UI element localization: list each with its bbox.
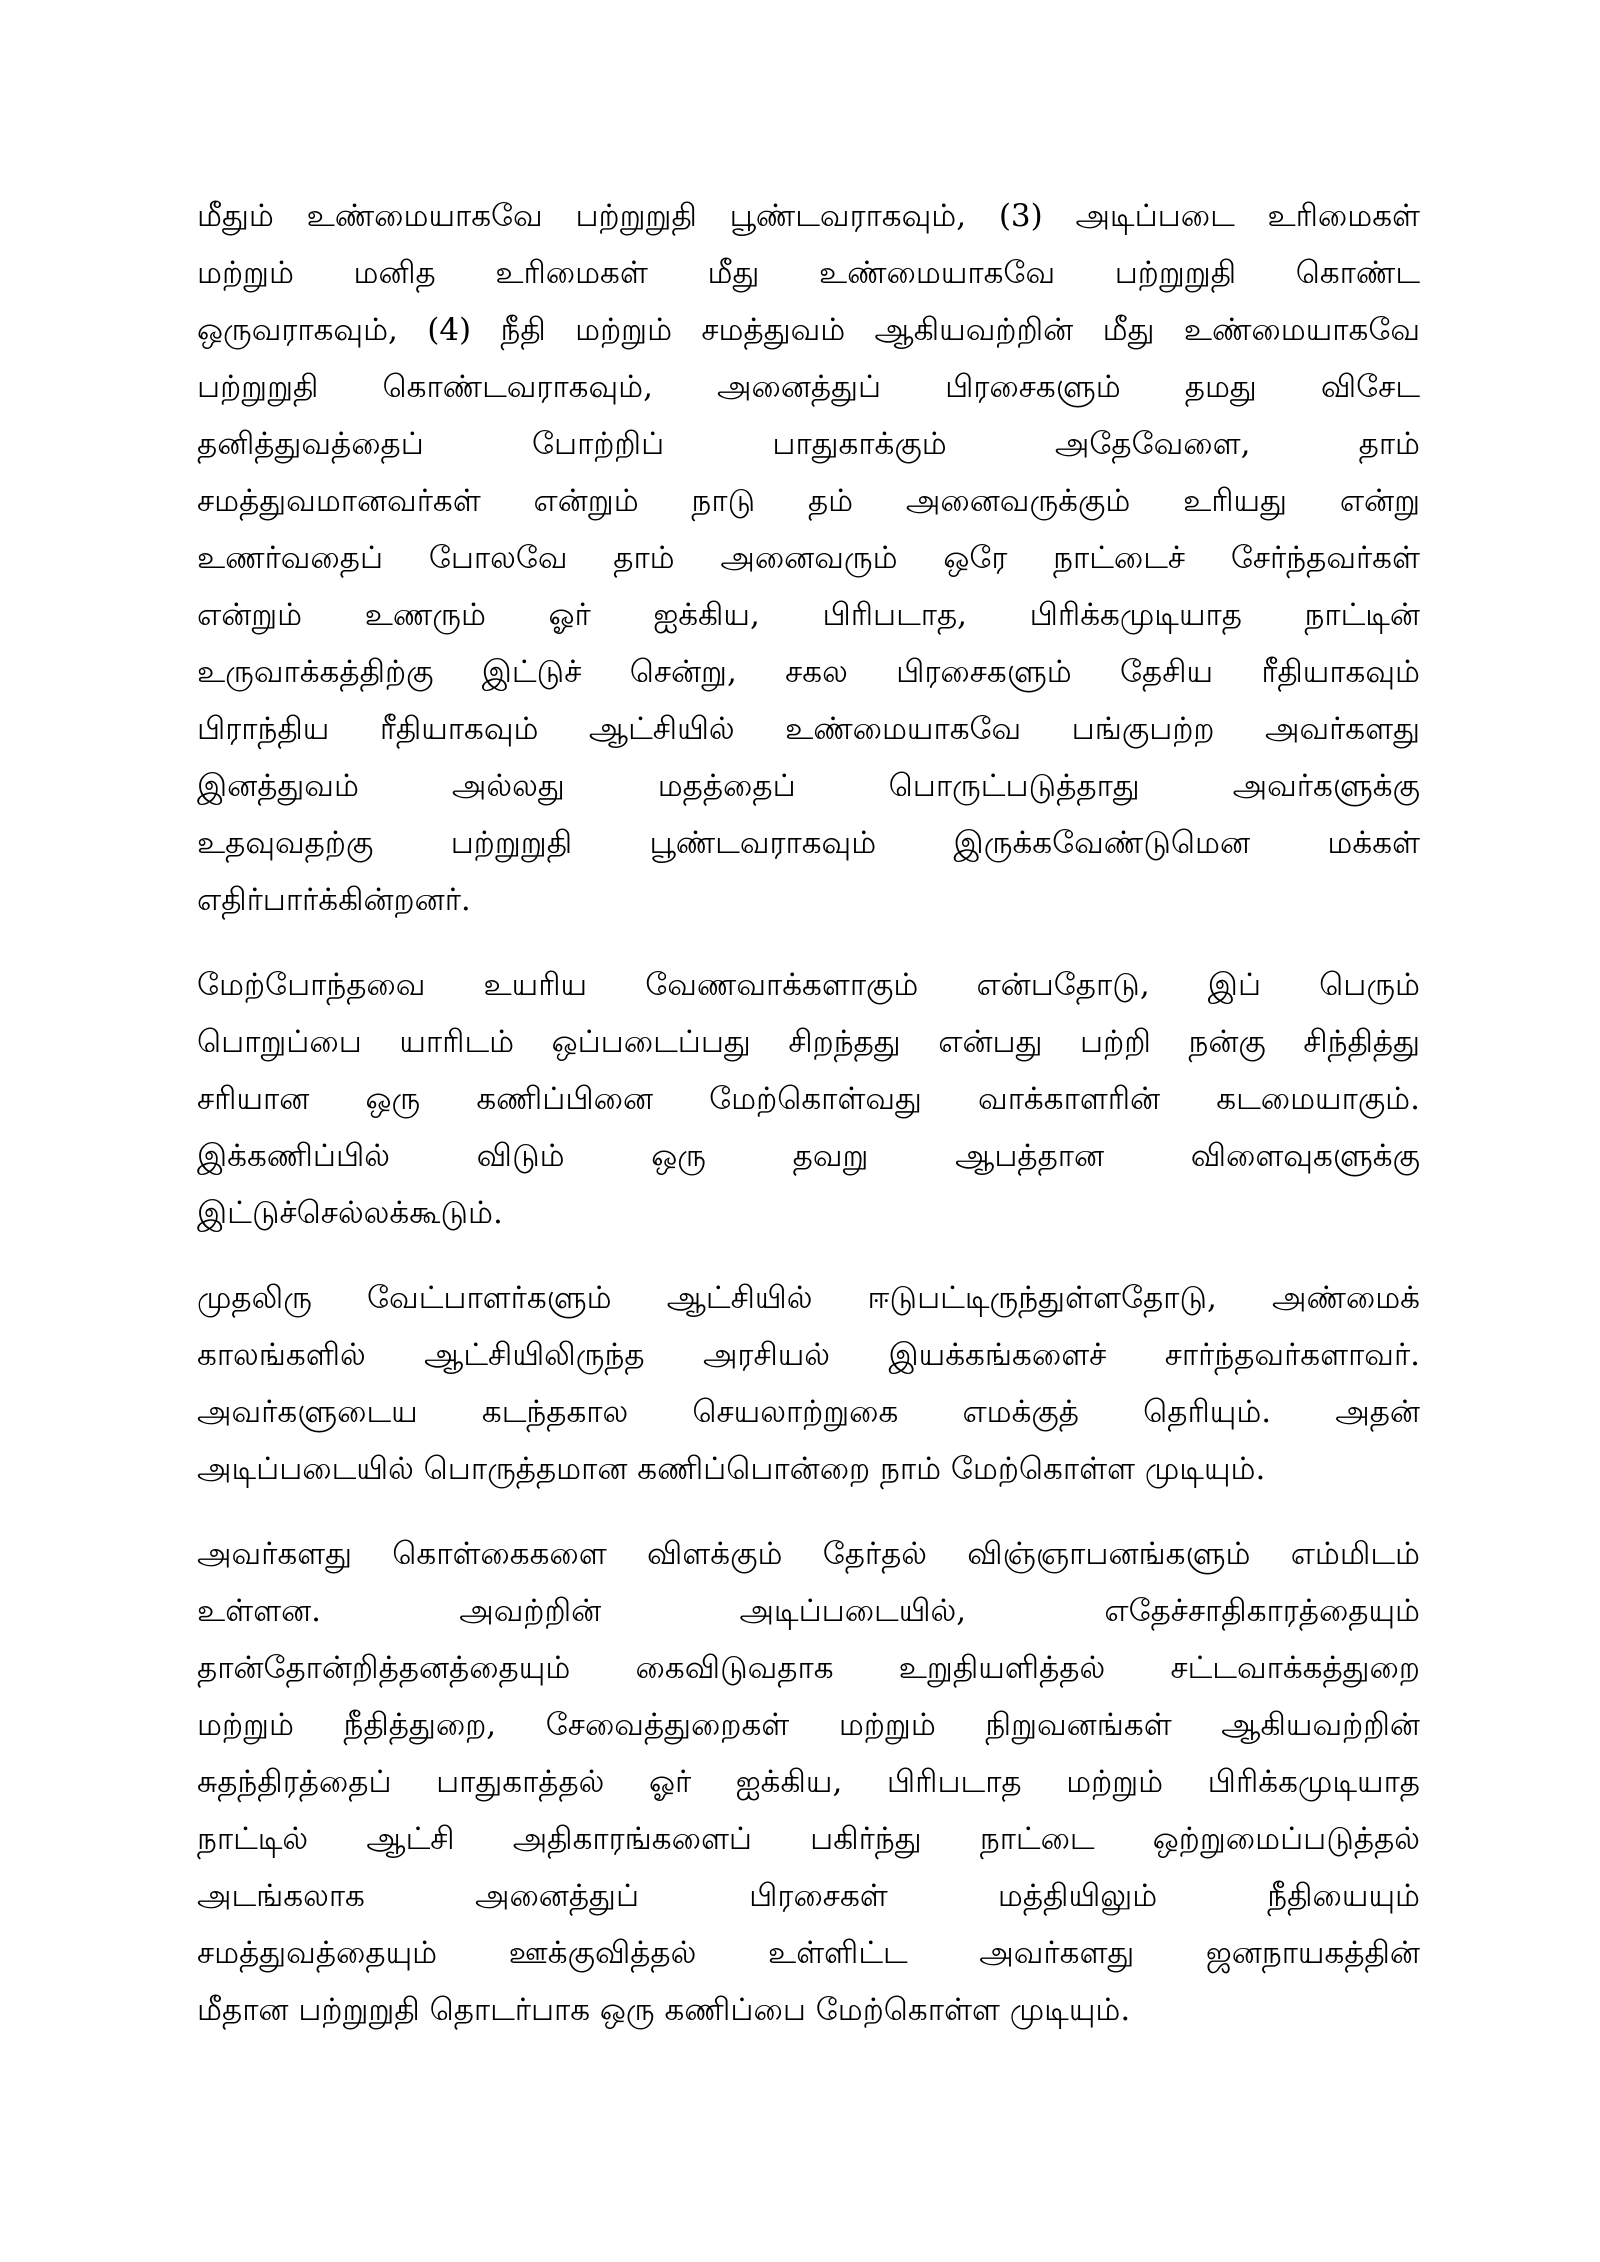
paragraph-1-line-10: பிராந்திய ரீதியாகவும் ஆட்சியில் உண்மையாகவே பங்குபற்ற அவர்களது — [197, 711, 1420, 747]
paragraph-1-line-2: மற்றும் மனித உரிமைகள் மீது உண்மையாகவே பற்றுறுதி கொண்ட — [197, 255, 1420, 291]
paragraph-2-line-3: சரியான ஒரு கணிப்பினை மேற்கொள்வது வாக்காளரின் கடமையாகும். — [197, 1081, 1420, 1117]
paragraph-1-line-3: ஒருவராகவும், (4) நீதி மற்றும் சமத்துவம் ஆகியவற்றின் மீது உண்மையாகவே — [197, 312, 1420, 348]
paragraph-1-line-1: மீதும் உண்மையாகவே பற்றுறுதி பூண்டவராகவும், (3) அடிப்படை உரிமைகள் — [197, 198, 1420, 234]
paragraph-3-line-2: காலங்களில் ஆட்சியிலிருந்த அரசியல் இயக்கங்களைச் சார்ந்தவர்களாவர். — [197, 1337, 1420, 1373]
paragraph-1-line-6: சமத்துவமானவர்கள் என்றும் நாடு தம் அனைவருக்கும் உரியது என்று — [197, 483, 1420, 519]
paragraph-2-line-5: இட்டுச்செல்லக்கூடும். — [197, 1195, 503, 1231]
paragraph-1-line-9: உருவாக்கத்திற்கு இட்டுச் சென்று, சகல பிரசைகளும் தேசிய ரீதியாகவும் — [197, 654, 1420, 690]
paragraph-4-line-9: மீதான பற்றுறுதி தொடர்பாக ஒரு கணிப்பை மேற்கொள்ள முடியும். — [197, 1992, 1131, 2028]
paragraph-1-line-13: எதிர்பார்க்கின்றனர். — [197, 882, 471, 918]
paragraph-1-line-8: என்றும் உணரும் ஓர் ஐக்கிய, பிரிபடாத, பிரிக்கமுடியாத நாட்டின் — [197, 597, 1420, 633]
paragraph-4-line-5: சுதந்திரத்தைப் பாதுகாத்தல் ஓர் ஐக்கிய, பிரிபடாத மற்றும் பிரிக்கமுடியாத — [197, 1764, 1420, 1800]
paragraph-1-line-12: உதவுவதற்கு பற்றுறுதி பூண்டவராகவும் இருக்கவேண்டுமென மக்கள் — [197, 825, 1420, 861]
paragraph-4-line-3: தான்தோன்றித்தனத்தையும் கைவிடுவதாக உறுதியளித்தல் சட்டவாக்கத்துறை — [197, 1650, 1420, 1686]
document-body — [197, 188, 1420, 2067]
paragraph-3-line-1: முதலிரு வேட்பாளர்களும் ஆட்சியில் ஈடுபட்டிருந்துள்ளதோடு, அண்மைக் — [197, 1280, 1420, 1316]
paragraph-4-line-6: நாட்டில் ஆட்சி அதிகாரங்களைப் பகிர்ந்து நாட்டை ஒற்றுமைப்படுத்தல் — [197, 1821, 1420, 1857]
paragraph-1 — [197, 188, 1420, 929]
paragraph-1-line-7: உணர்வதைப் போலவே தாம் அனைவரும் ஒரே நாட்டைச் சேர்ந்தவர்கள் — [197, 540, 1420, 576]
paragraph-2 — [197, 957, 1420, 1242]
paragraph-4-line-1: அவர்களது கொள்கைகளை விளக்கும் தேர்தல் விஞ்ஞாபனங்களும் எம்மிடம் — [197, 1536, 1420, 1572]
paragraph-3 — [197, 1270, 1420, 1498]
paragraph-4-line-4: மற்றும் நீதித்துறை, சேவைத்துறைகள் மற்றும் நிறுவனங்கள் ஆகியவற்றின் — [197, 1707, 1420, 1743]
paragraph-4-line-7: அடங்கலாக அனைத்துப் பிரசைகள் மத்தியிலும் நீதியையும் — [197, 1878, 1420, 1914]
paragraph-3-line-4: அடிப்படையில் பொருத்தமான கணிப்பொன்றை நாம் மேற்கொள்ள முடியும். — [197, 1451, 1266, 1487]
paragraph-4-line-8: சமத்துவத்தையும் ஊக்குவித்தல் உள்ளிட்ட அவர்களது ஜனநாயகத்தின் — [197, 1935, 1420, 1971]
paragraph-2-line-2: பொறுப்பை யாரிடம் ஒப்படைப்பது சிறந்தது என்பது பற்றி நன்கு சிந்தித்து — [197, 1024, 1420, 1060]
paragraph-2-line-4: இக்கணிப்பில் விடும் ஒரு தவறு ஆபத்தான விளைவுகளுக்கு — [197, 1138, 1420, 1174]
paragraph-3-line-3: அவர்களுடைய கடந்தகால செயலாற்றுகை எமக்குத் தெரியும். அதன் — [197, 1394, 1420, 1430]
paragraph-4 — [197, 1526, 1420, 2039]
paragraph-2-line-1: மேற்போந்தவை உயரிய வேணவாக்களாகும் என்பதோடு, இப் பெரும் — [197, 967, 1420, 1003]
paragraph-4-line-2: உள்ளன. அவற்றின் அடிப்படையில், எதேச்சாதிகாரத்தையும் — [197, 1593, 1420, 1629]
paragraph-1-line-11: இனத்துவம் அல்லது மதத்தைப் பொருட்படுத்தாது அவர்களுக்கு — [197, 768, 1420, 804]
paragraph-1-line-5: தனித்துவத்தைப் போற்றிப் பாதுகாக்கும் அதேவேளை, தாம் — [197, 426, 1420, 462]
paragraph-1-line-4: பற்றுறுதி கொண்டவராகவும், அனைத்துப் பிரசைகளும் தமது விசேட — [197, 369, 1420, 405]
